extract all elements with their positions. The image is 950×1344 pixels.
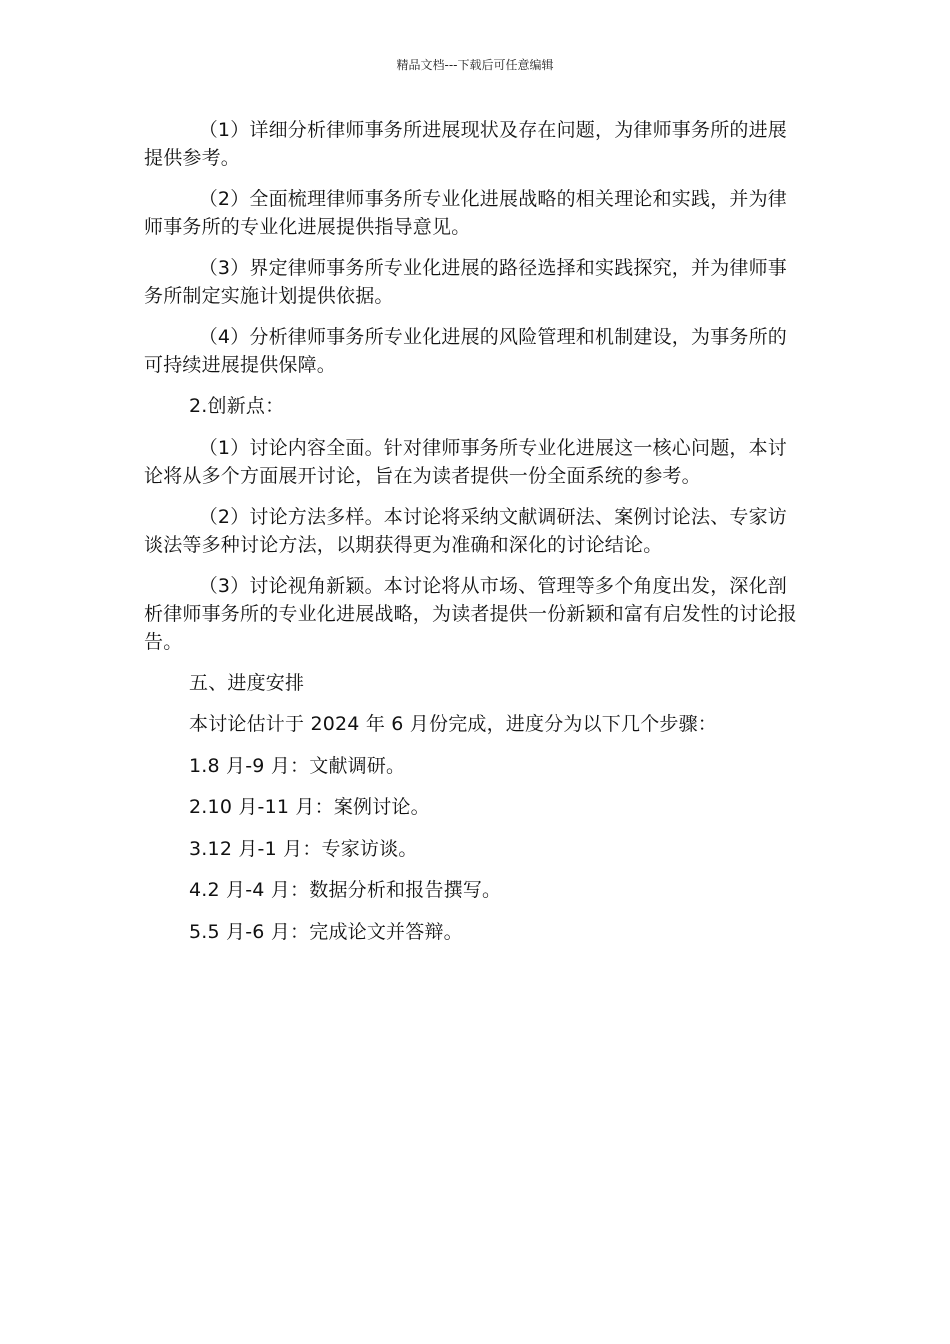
objective-paragraph-1: （1）详细分析律师事务所进展现状及存在问题，为律师事务所的进展提供参考。	[144, 119, 788, 169]
objective-paragraph-2: （2）全面梳理律师事务所专业化进展战略的相关理论和实践，并为律师事务所的专业化进展提供指导意见。	[144, 188, 788, 238]
innovation-paragraph-1: （1）讨论内容全面。针对律师事务所专业化进展这一核心问题，本讨论将从多个方面展开讨论，旨在为读者提供一份全面系统的参考。	[144, 436, 788, 487]
schedule-intro: 本讨论估计于 2024 年 6 月份完成，进度分为以下几个步骤：	[189, 713, 718, 735]
objective-paragraph-4: （4）分析律师事务所专业化进展的风险管理和机制建设，为事务所的可持续进展提供保障。	[144, 326, 788, 376]
document-body	[144, 116, 806, 959]
innovation-heading: 2.创新点：	[189, 395, 285, 417]
innovation-paragraph-3: （3）讨论视角新颖。本讨论将从市场、管理等多个角度出发，深化剖析律师事务所的专业化进展战略，为读者提供一份新颖和富有启发性的讨论报告。	[144, 574, 797, 653]
schedule-step-4: 4.2 月-4 月：数据分析和报告撰写。	[189, 879, 502, 901]
schedule-step-5: 5.5 月-6 月：完成论文并答辩。	[189, 920, 463, 943]
objective-paragraph-3: （3）界定律师事务所专业化进展的路径选择和实践探究，并为律师事务所制定实施计划提供依据。	[144, 257, 788, 307]
schedule-step-3: 3.12 月-1 月：专家访谈。	[189, 837, 418, 860]
schedule-step-2: 2.10 月-11 月：案例讨论。	[189, 796, 430, 818]
innovation-paragraph-2: （2）讨论方法多样。本讨论将采纳文献调研法、案例讨论法、专家访谈法等多种讨论方法，以期获得更为准确和深化的讨论结论。	[144, 505, 788, 556]
page-header: 精品文档---下载后可任意编辑	[396, 58, 554, 72]
schedule-heading: 五、进度安排	[189, 671, 305, 694]
schedule-step-1: 1.8 月-9 月：文献调研。	[189, 754, 406, 777]
